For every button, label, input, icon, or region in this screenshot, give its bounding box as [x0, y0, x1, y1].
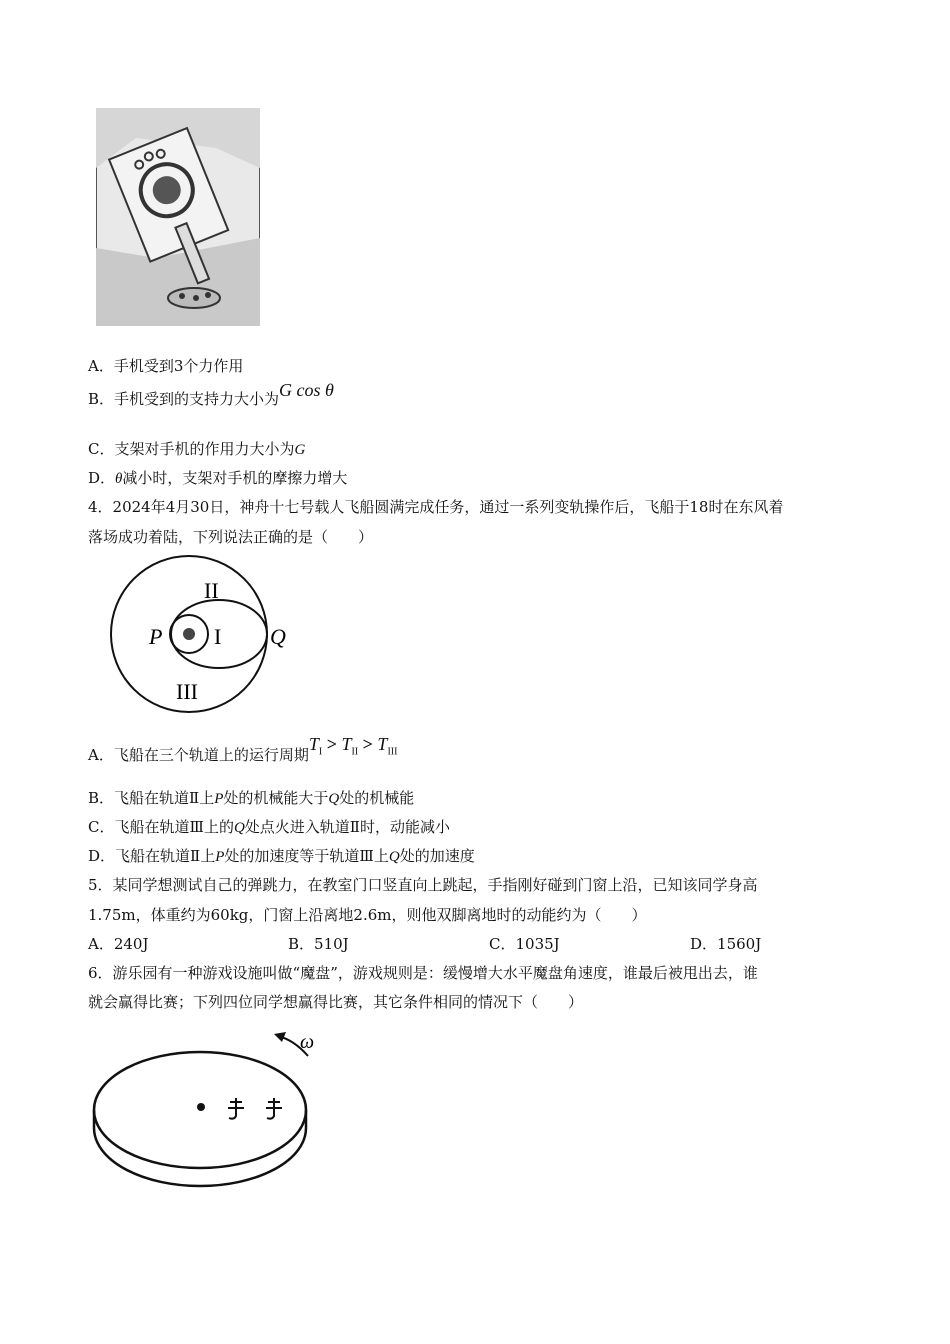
q5-stem-line1: 5．某同学想测试自己的弹跳力，在教室门口竖直向上跳起，手指刚好碰到门窗上沿，已知该同学身高 — [88, 876, 758, 894]
q3-option-c — [88, 439, 305, 460]
q3-option-d: D．θ减小时，支架对手机的摩擦力增大 — [88, 469, 348, 487]
omega-label: ω — [300, 1031, 315, 1053]
q5-option-c: C．1035J — [489, 935, 560, 953]
orbit-diagram — [106, 555, 306, 717]
label-orbit-three: III — [176, 679, 198, 704]
label-orbit-two: II — [204, 578, 219, 603]
person-figure-1 — [228, 1098, 244, 1119]
q6-stem-line2: 就会赢得比赛；下列四位同学想赢得比赛，其它条件相同的情况下（ ） — [88, 993, 584, 1011]
q4-option-a — [88, 734, 398, 773]
label-point-p: P — [149, 624, 163, 649]
magic-disc-diagram — [88, 1028, 328, 1194]
q3-option-d-text: 减小时，支架对手机的摩擦力增大 — [122, 469, 348, 487]
label-orbit-one: I — [214, 624, 222, 649]
q3-option-c-text: C．支架对手机的作用力大小为 — [88, 440, 295, 458]
phone-stand-photo — [96, 108, 260, 326]
q5-stem-line2: 1.75m，体重约为60kg，门窗上沿离地2.6m，则他双脚离地时的动能约为（ ） — [88, 906, 647, 924]
disc-center-dot — [197, 1103, 205, 1111]
q5-option-b: B．510J — [288, 935, 349, 953]
q4-option-a-text: A．飞船在三个轨道上的运行周期 — [88, 746, 309, 764]
q5-option-a: A．240J — [88, 935, 149, 953]
q4-option-c: C．飞船在轨道Ⅲ上的Q处点火进入轨道Ⅱ时，动能减小 — [88, 818, 450, 836]
q3-option-a-text: A．手机受到3个力作用 — [88, 357, 244, 375]
q3-option-b-formula: G cos θ — [279, 380, 334, 400]
q4-option-a-formula: $T_I > T_{II} > T_{III}$ — [308, 734, 398, 758]
q4-option-d: D．飞船在轨道Ⅱ上P处的加速度等于轨道Ⅲ上Q处的加速度 — [88, 847, 475, 865]
q5-option-d: D．1560J — [690, 935, 762, 953]
disc-side-edge — [94, 1110, 306, 1186]
q3-option-d-var: θ — [115, 471, 123, 487]
q3-option-c-var: G — [294, 442, 306, 458]
q3-option-a — [88, 356, 243, 376]
q3-option-b — [88, 380, 334, 409]
q4-stem-line1: 4．2024年4月30日，神舟十七号载人飞船圆满完成任务，通过一系列变轨操作后，飞船于18时在东风着 — [88, 498, 784, 516]
q3-option-b-text: B．手机受到的支持力大小为 — [88, 390, 280, 408]
label-point-q: Q — [270, 624, 286, 649]
q4-stem-line2: 落场成功着陆，下列说法正确的是（ ） — [88, 528, 374, 546]
q6-stem-line1: 6．游乐园有一种游戏设施叫做“魔盘”，游戏规则是：缓慢增大水平魔盘角速度，谁最后被甩出去，谁 — [88, 964, 758, 982]
earth-dot — [183, 628, 195, 640]
q4-option-b: B．飞船在轨道Ⅱ上P处的机械能大于Q处的机械能 — [88, 789, 415, 807]
person-figure-2 — [266, 1098, 282, 1119]
